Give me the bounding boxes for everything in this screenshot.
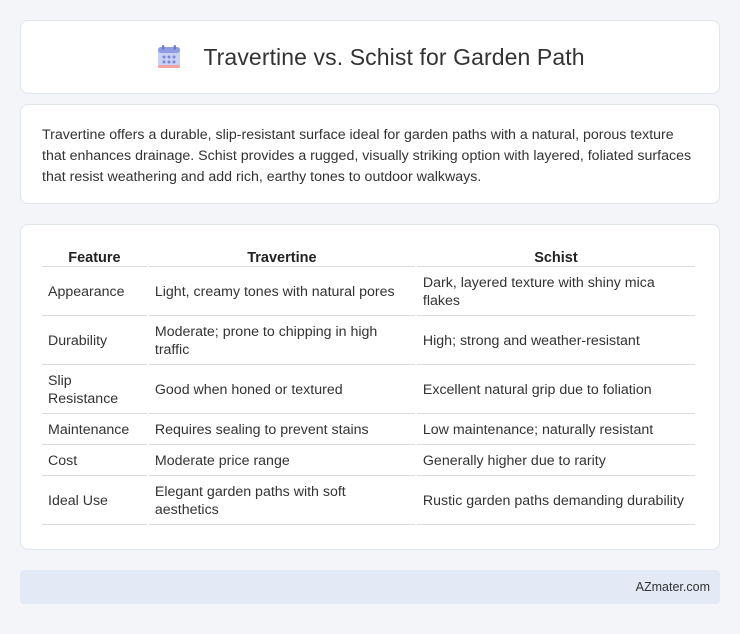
- table-row: [42, 269, 695, 316]
- intro-text: Travertine offers a durable, slip-resistant surface ideal for garden paths with a natural, porous texture that enhances drainage. Schist provides a rugged, visually striking option with layered, foliated surfaces that resist weathering and add rich, earthy tones to outdoor walkways.: [42, 127, 692, 185]
- schist-cell: Dark, layered texture with shiny mica flakes: [417, 269, 695, 316]
- schist-cell: Generally higher due to rarity: [417, 447, 695, 476]
- table-row: [42, 367, 695, 414]
- schist-cell: Excellent natural grip due to foliation: [417, 367, 695, 414]
- travertine-cell: Light, creamy tones with natural pores: [149, 269, 415, 316]
- table-row: [42, 478, 695, 525]
- header-card: [20, 20, 720, 94]
- table-row: [42, 447, 695, 476]
- schist-cell: Rustic garden paths demanding durability: [417, 478, 695, 525]
- feature-cell: Durability: [42, 318, 147, 365]
- calendar-grid-icon: [155, 43, 183, 71]
- feature-cell: Appearance: [42, 269, 147, 316]
- schist-cell: High; strong and weather-resistant: [417, 318, 695, 365]
- feature-cell: Maintenance: [42, 416, 147, 445]
- travertine-cell: Elegant garden paths with soft aesthetics: [149, 478, 415, 525]
- table-header-row: [42, 245, 695, 267]
- comparison-table-card: [20, 224, 720, 550]
- schist-cell: Low maintenance; naturally resistant: [417, 416, 695, 445]
- feature-cell: Slip Resistance: [42, 367, 147, 414]
- column-header-schist: Schist: [417, 245, 695, 267]
- feature-cell: Ideal Use: [42, 478, 147, 525]
- comparison-table: [40, 243, 697, 527]
- travertine-cell: Moderate; prone to chipping in high traffic: [149, 318, 415, 365]
- table-row: [42, 318, 695, 365]
- footer-bar: [20, 570, 720, 604]
- travertine-cell: Requires sealing to prevent stains: [149, 416, 415, 445]
- column-header-feature: Feature: [42, 245, 147, 267]
- column-header-travertine: Travertine: [149, 245, 415, 267]
- travertine-cell: Good when honed or textured: [149, 367, 415, 414]
- page-title: Travertine vs. Schist for Garden Path: [203, 43, 585, 70]
- feature-cell: Cost: [42, 447, 147, 476]
- footer-brand: AZmater.com: [635, 580, 710, 594]
- intro-card: [20, 104, 720, 204]
- table-row: [42, 416, 695, 445]
- travertine-cell: Moderate price range: [149, 447, 415, 476]
